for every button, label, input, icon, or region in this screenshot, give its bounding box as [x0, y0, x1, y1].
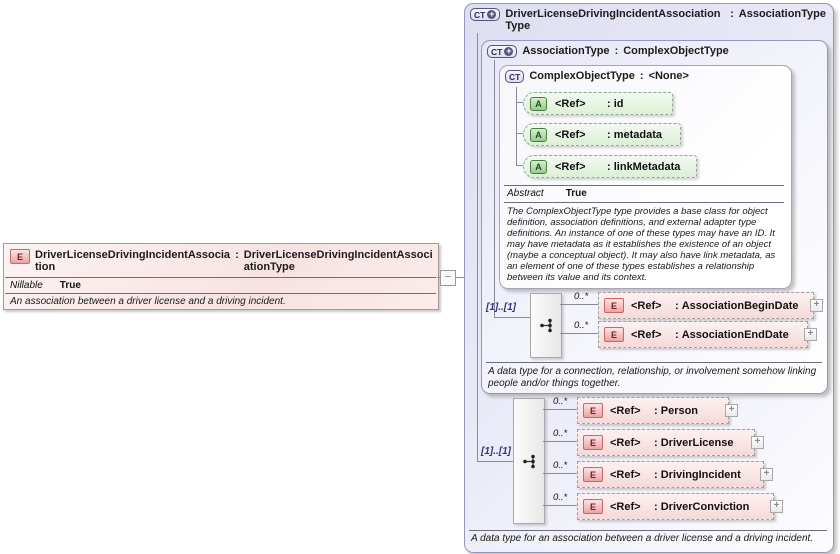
expand-icon: + — [506, 46, 512, 56]
colon-separator: : — [654, 468, 658, 481]
branch-line — [560, 304, 598, 305]
outer-type-name: DriverLicenseDrivingIncidentAssociationType — [505, 8, 721, 32]
branch-line — [560, 333, 598, 334]
attribute-badge: A — [530, 160, 547, 174]
divider — [486, 362, 822, 363]
associationtype-title — [487, 45, 729, 58]
complexobjecttype-name: ComplexObjectType — [529, 70, 635, 82]
tree-line — [477, 33, 478, 461]
element-badge: E — [10, 249, 30, 264]
sequence-connector[interactable] — [530, 293, 562, 358]
element-row-associationbegindate[interactable] — [598, 292, 814, 319]
attribute-row-linkmetadata[interactable] — [523, 155, 697, 178]
attribute-name: metadata — [613, 128, 663, 141]
divider — [5, 277, 436, 278]
outer-type-description: A data type for an association between a driver license and a driving incident. — [471, 533, 814, 544]
complex-type-badge[interactable] — [505, 70, 524, 83]
element-box-driverlicensedrivingincidentassociation[interactable] — [3, 243, 439, 310]
branch-line — [543, 505, 577, 506]
divider — [469, 530, 827, 531]
divider — [504, 202, 784, 203]
element-ref: <Ref> — [631, 299, 662, 312]
tree-line — [494, 60, 495, 317]
tree-line — [494, 317, 530, 318]
divider — [5, 293, 436, 294]
colon-separator: : — [654, 500, 658, 513]
ct-label: CT — [491, 46, 503, 57]
element-ref: <Ref> — [610, 468, 641, 481]
attribute-row-metadata[interactable] — [523, 123, 681, 146]
sequence-icon — [538, 317, 555, 334]
element-badge: E — [583, 435, 603, 450]
ct-label: CT — [474, 9, 486, 20]
attribute-ref: <Ref> — [555, 128, 586, 141]
element-name: DrivingIncident — [660, 468, 741, 481]
attribute-row-id[interactable] — [523, 92, 673, 115]
element-badge: E — [604, 298, 624, 313]
expand-icon[interactable]: + — [810, 299, 823, 312]
element-badge: E — [583, 403, 603, 418]
occurs-label: 0..* — [553, 396, 568, 407]
element-name: AssociationBeginDate — [681, 299, 799, 312]
element-row-driverlicense[interactable] — [577, 429, 755, 456]
associationtype-name: AssociationType — [522, 45, 610, 57]
occurs-label: 0..* — [574, 291, 589, 302]
colon-separator: : — [654, 436, 658, 449]
expand-icon[interactable]: + — [770, 500, 783, 513]
expand-icon[interactable]: + — [751, 436, 764, 449]
abstract-property — [507, 188, 587, 199]
element-row-drivingincident[interactable] — [577, 461, 764, 488]
sequence-connector[interactable] — [513, 398, 545, 524]
element-ref: <Ref> — [631, 328, 662, 341]
branch-line — [543, 409, 577, 410]
element-row-person[interactable] — [577, 397, 729, 424]
attribute-badge: A — [530, 128, 547, 142]
colon-separator: : — [607, 128, 611, 141]
element-name: DriverConviction — [660, 500, 750, 513]
divider — [504, 185, 784, 186]
attribute-badge: A — [530, 97, 547, 111]
outer-type-title — [470, 8, 826, 32]
colon-separator: : — [607, 160, 611, 173]
expand-icon[interactable]: + — [804, 328, 817, 341]
tree-line — [477, 461, 513, 462]
element-name: AssociationEndDate — [681, 328, 789, 341]
attribute-name: id — [613, 97, 624, 110]
colon-separator: : — [675, 328, 679, 341]
attribute-ref: <Ref> — [555, 97, 586, 110]
property-label: Abstract — [507, 188, 544, 199]
associationtype-base: ComplexObjectType — [623, 45, 729, 57]
outer-type-base: AssociationType — [738, 8, 826, 20]
element-name: Person — [660, 404, 699, 417]
collapse-icon[interactable]: − — [440, 270, 456, 286]
occurs-label: 0..* — [574, 320, 589, 331]
attribute-ref: <Ref> — [555, 160, 586, 173]
element-ref: <Ref> — [610, 500, 641, 513]
cardinality-label: [1]..[1] — [486, 302, 516, 313]
occurs-label: 0..* — [553, 460, 568, 471]
tree-line — [516, 87, 517, 166]
property-value: True — [565, 188, 587, 199]
element-row-driverconviction[interactable] — [577, 493, 774, 520]
tree-line — [516, 165, 523, 166]
element-title — [10, 249, 434, 273]
element-description: An association between a driver license and a driving incident. — [10, 296, 286, 307]
ct-label: CT — [509, 71, 521, 82]
branch-line — [543, 441, 577, 442]
complexobjecttype-description: The ComplexObjectType type provides a base class for object definition, association definitions, and external adapter type definitions. An instance of one of these types may have an ID. It may have metadata as it establishes the existence of an object (maybe a conceptual object). It may also have link metadata, as an element of one of these types establishes a relationship between its value and its context. — [507, 206, 776, 283]
colon-separator: : — [235, 249, 239, 261]
expand-icon[interactable]: + — [725, 404, 738, 417]
element-badge: E — [583, 467, 603, 482]
element-row-associationenddate[interactable] — [598, 321, 808, 348]
attribute-name: linkMetadata — [613, 160, 681, 173]
complexobjecttype-title — [505, 70, 689, 83]
element-type: DriverLicenseDrivingIncidentAssociationType — [243, 249, 433, 273]
colon-separator: : — [730, 8, 734, 20]
associationtype-description: A data type for a connection, relationship, or involvement somehow linking people and/or things together. — [488, 366, 817, 389]
colon-separator: : — [654, 404, 658, 417]
element-ref: <Ref> — [610, 404, 641, 417]
element-badge: E — [583, 499, 603, 514]
complex-type-badge[interactable] — [470, 8, 500, 21]
element-name: DriverLicense — [660, 436, 734, 449]
element-badge: E — [604, 327, 624, 342]
tree-line — [516, 133, 523, 134]
element-ref: <Ref> — [610, 436, 641, 449]
colon-separator: : — [607, 97, 611, 110]
occurs-label: 0..* — [553, 492, 568, 503]
property-value: True — [59, 280, 81, 291]
branch-line — [543, 473, 577, 474]
tree-line — [516, 102, 523, 103]
complex-type-badge[interactable] — [487, 45, 517, 58]
colon-separator: : — [614, 45, 619, 57]
element-name: DriverLicenseDrivingIncidentAssociation — [35, 249, 231, 273]
expand-icon[interactable]: + — [760, 468, 773, 481]
cardinality-label: [1]..[1] — [481, 446, 511, 457]
complexobjecttype-base: <None> — [648, 70, 689, 82]
property-label: Nillable — [10, 280, 43, 291]
colon-separator: : — [675, 299, 679, 312]
nillable-property — [10, 280, 81, 291]
sequence-icon — [521, 453, 538, 470]
expand-icon: + — [489, 9, 495, 19]
colon-separator: : — [639, 70, 644, 82]
occurs-label: 0..* — [553, 428, 568, 439]
